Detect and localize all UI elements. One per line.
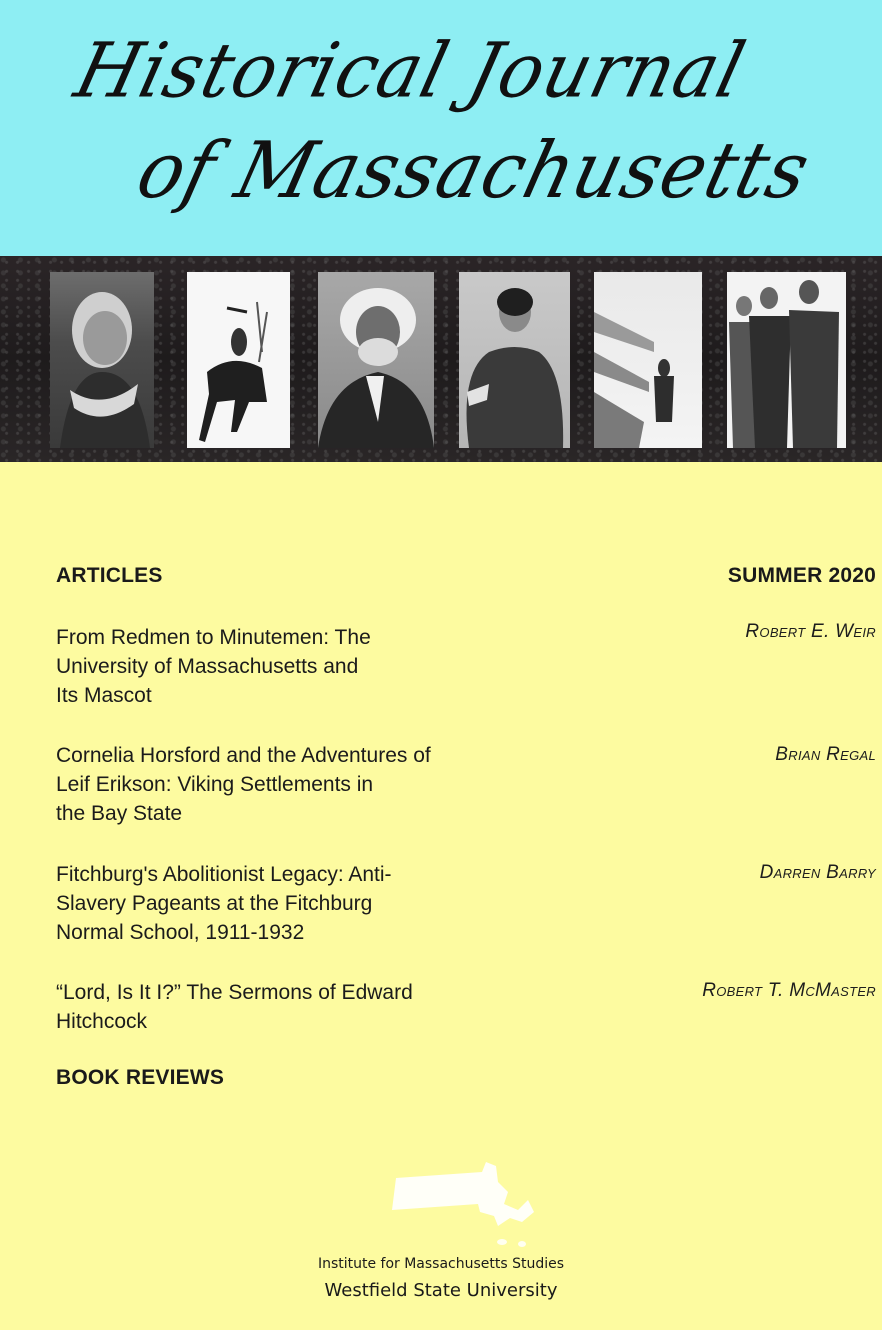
article-title <box>56 860 556 947</box>
article-title-line: Normal School, 1911-1932 <box>56 921 305 944</box>
article-author: Robert T. McMaster <box>702 980 876 1001</box>
publisher-university: Westfield State University <box>324 1280 558 1301</box>
article-title-line: Fitchburg's Abolitionist Legacy: Anti- <box>56 863 392 886</box>
article-title-line: Its Mascot <box>56 684 152 707</box>
mill-child-image-icon <box>594 272 702 448</box>
article-title-line: Leif Erikson: Viking Settlements in <box>56 773 374 796</box>
photo-three-men-in-suits <box>727 272 846 448</box>
horse-rider-image-icon <box>187 272 290 448</box>
article-title-line: From Redmen to Minutemen: The <box>56 626 371 649</box>
article-title-line: Slavery Pageants at the Fitchburg <box>56 892 373 915</box>
articles-heading: ARTICLES <box>56 564 163 587</box>
photo-seated-woman <box>459 272 570 448</box>
photo-horseback-rider <box>187 272 290 448</box>
article-title <box>56 623 556 710</box>
photo-bearded-man <box>318 272 434 448</box>
photo-portrait-elderly-woman <box>50 272 154 448</box>
publisher-institute: Institute for Massachusetts Studies <box>317 1256 565 1272</box>
article-author: Brian Regal <box>775 744 876 765</box>
article-author: Robert E. Weir <box>745 621 876 642</box>
journal-title-line-2: of Massachusetts <box>128 125 819 217</box>
article-author: Darren Barry <box>759 862 876 883</box>
photo-child-in-mill <box>594 272 702 448</box>
portrait-woman-image-icon <box>50 272 154 448</box>
photo-strip <box>0 256 882 462</box>
article-title-line: Hitchcock <box>56 1010 148 1033</box>
article-title-line: Cornelia Horsford and the Adventures of <box>56 744 431 767</box>
article-title-line: “Lord, Is It I?” The Sermons of Edward <box>56 981 413 1004</box>
article-title-line: University of Massachusetts and <box>56 655 359 678</box>
journal-title-line-1: Historical Journal <box>67 25 754 115</box>
massachusetts-map-icon <box>390 1160 540 1250</box>
article-title <box>56 978 556 1036</box>
book-reviews-heading: BOOK REVIEWS <box>56 1066 225 1089</box>
issue-date: SUMMER 2020 <box>727 564 876 587</box>
title-band <box>0 0 882 256</box>
three-men-image-icon <box>727 272 846 448</box>
article-title <box>56 741 556 828</box>
article-title-line: the Bay State <box>56 802 183 825</box>
portrait-seated-woman-image-icon <box>459 272 570 448</box>
portrait-man-image-icon <box>318 272 434 448</box>
